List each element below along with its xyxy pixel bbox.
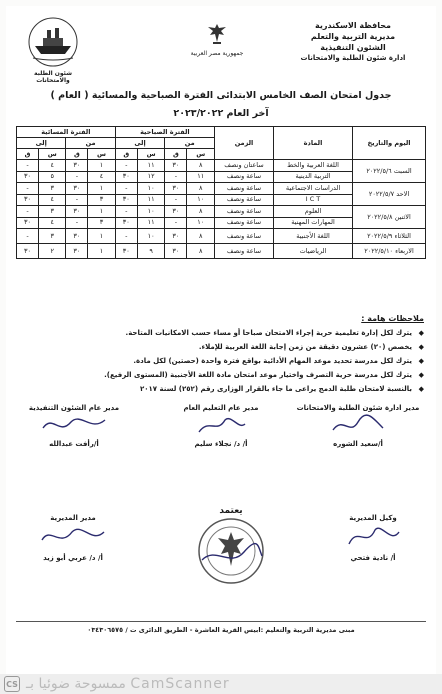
signature-title: مدير ادارة شئون الطلبة والامتحانات — [296, 404, 420, 412]
ship-logo-icon — [25, 16, 81, 68]
schedule-title: جدول امتحان الصف الخامس الابتدائى الفترة الصباحية والمسائية ( العام ) — [50, 90, 392, 101]
duration-cell: ساعة ونصف — [215, 206, 274, 218]
header-from: من — [66, 138, 115, 149]
note-item — [18, 326, 424, 340]
time-cell: ٣ — [39, 183, 66, 195]
duration-cell: ساعتان ونصف — [215, 160, 274, 172]
time-cell: - — [115, 206, 137, 218]
time-cell: ٣٠ — [17, 217, 39, 229]
time-cell: ٤ — [88, 171, 115, 183]
subject-cell: الدراسات الاجتماعية — [274, 183, 353, 195]
time-cell: ٣٠ — [165, 183, 187, 195]
header-minute: ق — [165, 149, 187, 160]
time-cell: - — [115, 160, 137, 172]
signature-name: أ/رأفت عبدالله — [49, 440, 99, 448]
time-cell: ١ — [88, 183, 115, 195]
handwritten-signature-icon — [39, 412, 109, 438]
time-cell: - — [165, 194, 187, 206]
duration-cell: ساعة ونصف — [215, 183, 274, 195]
time-cell: ٨ — [187, 244, 215, 259]
ship-logo-caption: شئون الطلبة والامتحانات — [33, 70, 72, 84]
time-cell: ٣٠ — [115, 194, 137, 206]
note-text: يخصص (٢٠) عشرون دقيقة من زمن إجابة اللغة العربية للإملاء. — [198, 343, 412, 351]
authority-line: الشئون التنفيذية — [320, 43, 386, 52]
time-cell: ١٠ — [187, 194, 215, 206]
time-cell: ٤ — [39, 194, 66, 206]
subject-cell: المهارات المهنية — [274, 217, 353, 229]
emblem-caption: جمهورية مصر العربية — [190, 50, 244, 57]
time-cell: ١١ — [137, 160, 165, 172]
bullet-icon: ◆ — [418, 385, 424, 393]
time-cell: - — [17, 160, 39, 172]
important-notes — [18, 312, 424, 396]
time-cell: ٣ — [39, 229, 66, 244]
time-cell: ٣٠ — [165, 244, 187, 259]
ship-logo-block — [20, 16, 86, 84]
duration-cell: ساعة ونصف — [215, 244, 274, 259]
header-subject: المادة — [274, 127, 353, 160]
exam-schedule-table — [16, 126, 426, 259]
camscanner-text: ممسوحة ضوئيا بـ CamScanner — [26, 676, 230, 692]
time-cell: ١٠ — [137, 229, 165, 244]
time-cell: ٣٠ — [17, 244, 39, 259]
header-hour: س — [88, 149, 115, 160]
authority-line: مديرية التربية والتعلم — [310, 32, 396, 41]
table-header-row — [17, 127, 426, 138]
note-item — [18, 340, 424, 354]
time-cell: ٣٠ — [165, 206, 187, 218]
handwritten-signature-icon — [38, 522, 108, 552]
camscanner-logo-icon: CS — [4, 676, 20, 692]
document-page — [6, 6, 436, 674]
subject-cell: العلوم — [274, 206, 353, 218]
bullet-icon: ◆ — [418, 329, 424, 337]
time-cell: - — [17, 229, 39, 244]
time-cell: - — [66, 194, 88, 206]
time-cell: ٣٠ — [115, 171, 137, 183]
time-cell: ٩ — [137, 244, 165, 259]
time-cell: - — [165, 171, 187, 183]
eagle-seal-stamp-icon — [196, 516, 266, 586]
signature-affairs — [288, 404, 428, 448]
time-cell: - — [17, 183, 39, 195]
day-cell: الاربعاء ٢٠٢٢/٥/١٠ — [353, 244, 426, 259]
time-cell: ٣٠ — [17, 171, 39, 183]
handwritten-signature-icon — [328, 412, 388, 438]
signature-title: وكيل المديرية — [349, 514, 397, 522]
time-cell: ٨ — [187, 206, 215, 218]
signature-name: أ/ نادية فتحي — [350, 554, 396, 562]
time-cell: ١١ — [187, 171, 215, 183]
header-minute: ق — [66, 149, 88, 160]
time-cell: ٣٠ — [17, 194, 39, 206]
time-cell: ١ — [88, 206, 115, 218]
table-row — [17, 183, 426, 195]
signature-exec — [14, 404, 134, 448]
signature-name: أ/ د/ نجلاء سليم — [194, 440, 248, 448]
schedule-subtitle: آخر العام ٢٠٢٣/٢٠٢٢ — [173, 108, 269, 119]
time-cell: ٣ — [88, 217, 115, 229]
time-cell: ٣٠ — [165, 229, 187, 244]
day-cell: الثلاثاء ٢٠٢٢/٥/٩ — [353, 229, 426, 244]
note-text: يترك لكل إدارة تعليمية حرية إجراء الامتحان صباحا أو مساء حسب الامكانيات المتاحة. — [125, 329, 412, 337]
bullet-icon: ◆ — [418, 371, 424, 379]
time-cell: - — [17, 206, 39, 218]
time-cell: ١٠ — [137, 206, 165, 218]
authority-line: ادارة شئون الطلبة والامتحانات — [300, 54, 406, 62]
day-cell: الاحد ٢٠٢٢/٥/٧ — [353, 183, 426, 206]
duration-cell: ساعة ونصف — [215, 229, 274, 244]
subject-cell: التربية الدينية — [274, 171, 353, 183]
header-morning: الفترة الصباحية — [115, 127, 214, 138]
time-cell: - — [66, 171, 88, 183]
time-cell: ٣ — [39, 206, 66, 218]
handwritten-signature-icon — [191, 412, 251, 438]
header-hour: س — [187, 149, 215, 160]
signature-name: أ/سعيد الشوره — [333, 440, 383, 448]
table-row — [17, 206, 426, 218]
bullet-icon: ◆ — [418, 357, 424, 365]
note-text: بالنسبة لامتحان طلبة الدمج يراعى ما جاء بالقرار الوزارى رقم (٢٥٢) لسنة ٢٠١٧ — [139, 385, 412, 393]
notes-title: ملاحظات هامة : — [361, 314, 424, 323]
signature-name: أ/ د/ عربي أبو زيد — [43, 554, 103, 562]
stamp-label: يعتمد — [219, 506, 243, 516]
signature-title: مدير المديرية — [50, 514, 96, 522]
emblem-block — [184, 22, 250, 57]
duration-cell: ساعة ونصف — [215, 171, 274, 183]
time-cell: ٨ — [187, 183, 215, 195]
camscanner-watermark — [0, 674, 442, 694]
time-cell: - — [115, 183, 137, 195]
eagle-emblem-icon — [204, 22, 230, 46]
subject-cell: الرياضيات — [274, 244, 353, 259]
day-cell: الاثنين ٢٠٢٢/٥/٨ — [353, 206, 426, 229]
time-cell: ٤ — [39, 160, 66, 172]
header-minute: ق — [17, 149, 39, 160]
time-cell: ٣٠ — [66, 206, 88, 218]
time-cell: ١٠ — [137, 183, 165, 195]
note-item — [18, 382, 424, 396]
header-hour: س — [39, 149, 66, 160]
signature-title: مدير عام التعليم العام — [183, 404, 259, 412]
header-to: إلى — [17, 138, 66, 149]
time-cell: - — [115, 229, 137, 244]
header-from: من — [165, 138, 215, 149]
time-cell: ١٠ — [187, 217, 215, 229]
header-minute: ق — [115, 149, 137, 160]
handwritten-signature-icon — [343, 522, 403, 552]
time-cell: ١١ — [137, 217, 165, 229]
time-cell: ٣٠ — [115, 244, 137, 259]
time-cell: ٨ — [187, 160, 215, 172]
note-item — [18, 354, 424, 368]
time-cell: ٣٠ — [165, 160, 187, 172]
note-item — [18, 368, 424, 382]
signature-title: مدير عام الشئون التنفيذية — [28, 404, 120, 412]
footer-address: مبنى مديرية التربية والتعليم :ابيس القرية العاشرة - الطريق الدائرى ت / ٠٣٤٣٠٦٥٧٥ — [16, 621, 426, 634]
authority-line: محافظة الاسكندرية — [315, 21, 391, 30]
subject-cell: اللغة العربية والخط — [274, 160, 353, 172]
letterhead — [6, 16, 436, 86]
note-text: يترك لكل مدرسة حرية التصرف واختيار موعد امتحان مادة اللغة الأجنبية (المستوى الرفيع). — [104, 371, 412, 379]
table-row — [17, 244, 426, 259]
duration-cell: ساعة ونصف — [215, 194, 274, 206]
header-evening: الفترة المسائية — [17, 127, 116, 138]
subject-cell: I C T — [274, 194, 353, 206]
signature-general — [166, 404, 276, 448]
time-cell: - — [66, 217, 88, 229]
bullet-icon: ◆ — [418, 343, 424, 351]
time-cell: ٣٠ — [115, 217, 137, 229]
header-duration: الزمن — [215, 127, 274, 160]
table-row — [17, 229, 426, 244]
time-cell: ١١ — [137, 194, 165, 206]
signature-deputy — [318, 514, 428, 562]
letterhead-authority — [278, 20, 428, 64]
time-cell: ٨ — [187, 229, 215, 244]
time-cell: ٣٠ — [66, 229, 88, 244]
time-cell: ٣ — [88, 194, 115, 206]
time-cell: ٣٠ — [66, 160, 88, 172]
time-cell: ١ — [88, 160, 115, 172]
note-text: يترك لكل مدرسة تحديد موعد المهام الأدائية بواقع فترة واحدة (حصتين) لكل مادة. — [133, 357, 412, 365]
official-stamp — [176, 506, 286, 588]
time-cell: ١٢ — [137, 171, 165, 183]
time-cell: ١ — [88, 229, 115, 244]
time-cell: - — [165, 217, 187, 229]
subject-cell: اللغة الأجنبية — [274, 229, 353, 244]
day-cell: السبت ٢٠٢٢/٥/٦ — [353, 160, 426, 183]
time-cell: ٣٠ — [66, 183, 88, 195]
header-hour: س — [137, 149, 165, 160]
time-cell: ٤ — [39, 217, 66, 229]
header-to: إلى — [115, 138, 165, 149]
table-row — [17, 160, 426, 172]
header-day-date: اليوم والتاريخ — [353, 127, 426, 160]
signature-directorate — [18, 514, 128, 562]
time-cell: ٢ — [39, 244, 66, 259]
time-cell: ٥ — [39, 171, 66, 183]
duration-cell: ساعة ونصف — [215, 217, 274, 229]
time-cell: ١ — [88, 244, 115, 259]
time-cell: ٣٠ — [66, 244, 88, 259]
